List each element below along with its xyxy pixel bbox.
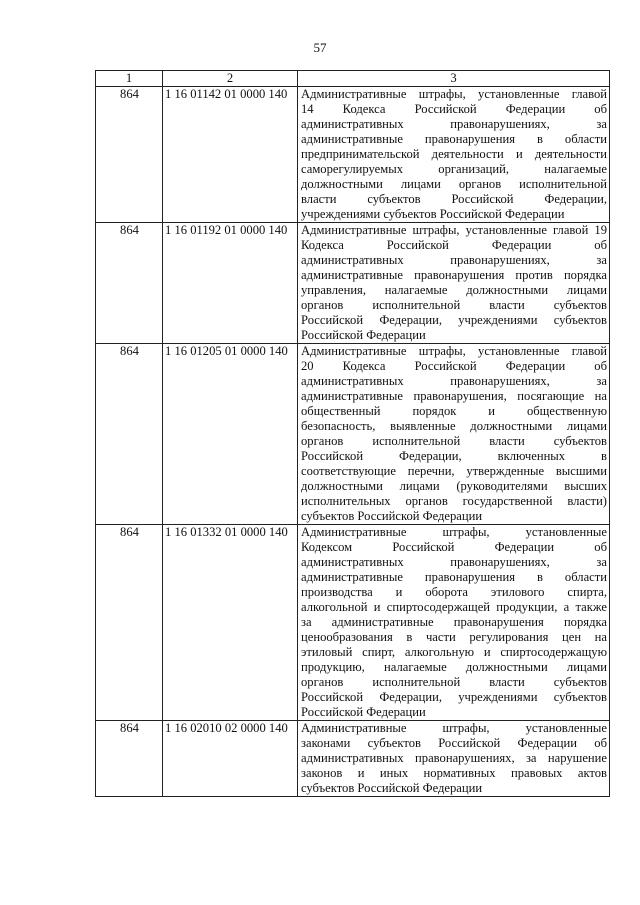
budget-code-cell: 1 16 01332 01 0000 140 — [163, 525, 298, 721]
description-line: субъектов Российской Федерации — [301, 781, 483, 795]
administrator-code-cell: 864 — [96, 721, 163, 797]
description-line: алкогольной и спиртосодержащей продукции, а также — [301, 600, 607, 614]
administrator-code-cell: 864 — [96, 344, 163, 525]
description-line: управления, налагаемые должностными лицами — [301, 283, 607, 297]
description-line: административные правонарушения в области — [301, 570, 607, 584]
description-line: производства и оборота этилового спирта, — [301, 585, 607, 599]
description-cell — [298, 525, 610, 721]
table-body — [96, 87, 610, 797]
table-row — [96, 721, 610, 797]
administrator-code-cell: 864 — [96, 525, 163, 721]
description-line: административных правонарушениях, за — [301, 374, 607, 388]
description-line: Российской Федерации, включенных в — [301, 449, 607, 463]
description-line: Административные штрафы, установленные главой — [301, 87, 607, 101]
budget-code-cell: 1 16 02010 02 0000 140 — [163, 721, 298, 797]
description-line: этиловый спирт, алкогольную и спиртосодержащую — [301, 645, 607, 659]
description-line: безопасность, выявленные должностными лицами — [301, 419, 607, 433]
column-header: 3 — [298, 71, 610, 87]
description-line: должностными лицами (руководителями высших — [301, 479, 607, 493]
description-line: должностными лицами органов исполнительной — [301, 177, 607, 191]
page-number: 57 — [313, 40, 327, 55]
description-line: Административные штрафы, установленные главой — [301, 344, 607, 358]
description-line: 20 Кодекса Российской Федерации об — [301, 359, 607, 373]
description-line: органов исполнительной власти субъектов — [301, 298, 607, 312]
administrator-code-cell: 864 — [96, 223, 163, 344]
budget-code-cell: 1 16 01192 01 0000 140 — [163, 223, 298, 344]
description-line: органов исполнительной власти субъектов — [301, 675, 607, 689]
description-line: Административные штрафы, установленные — [301, 525, 607, 539]
description-line: законов и иных нормативных правовых актов — [301, 766, 607, 780]
description-line: общественный порядок и общественную — [301, 404, 607, 418]
description-line: исполнительных органов государственной власти) — [301, 494, 607, 508]
description-line: за административные правонарушения порядка — [301, 615, 607, 629]
description-line: административные правонарушения в области — [301, 132, 607, 146]
description-line: продукцию, налагаемые должностными лицами — [301, 660, 607, 674]
description-line: административные правонарушения против порядка — [301, 268, 607, 282]
description-line: учреждениями субъектов Российской Федерации — [301, 207, 565, 221]
description-line: Российской Федерации, учреждениями субъектов — [301, 313, 607, 327]
description-line: ценообразования в части регулирования цен на — [301, 630, 607, 644]
table-row — [96, 223, 610, 344]
description-line: Административные штрафы, установленные главой 19 — [301, 223, 607, 237]
description-line: Кодекса Российской Федерации об — [301, 238, 607, 252]
description-line: административные правонарушения, посягающие на — [301, 389, 607, 403]
column-header: 2 — [163, 71, 298, 87]
column-header: 1 — [96, 71, 163, 87]
description-line: административных правонарушениях, за — [301, 555, 607, 569]
table-row — [96, 87, 610, 223]
administrator-code-cell: 864 — [96, 87, 163, 223]
description-line: саморегулируемых организаций, налагаемые — [301, 162, 607, 176]
table-row — [96, 525, 610, 721]
description-line: административных правонарушениях, за нарушение — [301, 751, 607, 765]
description-line: Российской Федерации, учреждениями субъектов — [301, 690, 607, 704]
description-line: Российской Федерации — [301, 328, 426, 342]
table-row — [96, 344, 610, 525]
description-line: соответствующие перечни, утвержденные высшими — [301, 464, 607, 478]
description-cell — [298, 223, 610, 344]
description-line: административных правонарушениях, за — [301, 117, 607, 131]
description-line: Административные штрафы, установленные — [301, 721, 607, 735]
description-cell — [298, 344, 610, 525]
description-line: административных правонарушениях, за — [301, 253, 607, 267]
description-line: законами субъектов Российской Федерации об — [301, 736, 607, 750]
budget-code-cell: 1 16 01142 01 0000 140 — [163, 87, 298, 223]
budget-classification-table — [95, 70, 610, 797]
description-line: Российской Федерации — [301, 705, 426, 719]
table-header-row — [96, 71, 610, 87]
description-cell — [298, 721, 610, 797]
budget-code-cell: 1 16 01205 01 0000 140 — [163, 344, 298, 525]
description-line: власти субъектов Российской Федерации, — [301, 192, 607, 206]
description-line: органов исполнительной власти субъектов — [301, 434, 607, 448]
description-line: предпринимательской деятельности и деятельности — [301, 147, 607, 161]
description-line: 14 Кодекса Российской Федерации об — [301, 102, 607, 116]
description-line: субъектов Российской Федерации — [301, 509, 483, 523]
description-line: Кодексом Российской Федерации об — [301, 540, 607, 554]
description-cell — [298, 87, 610, 223]
